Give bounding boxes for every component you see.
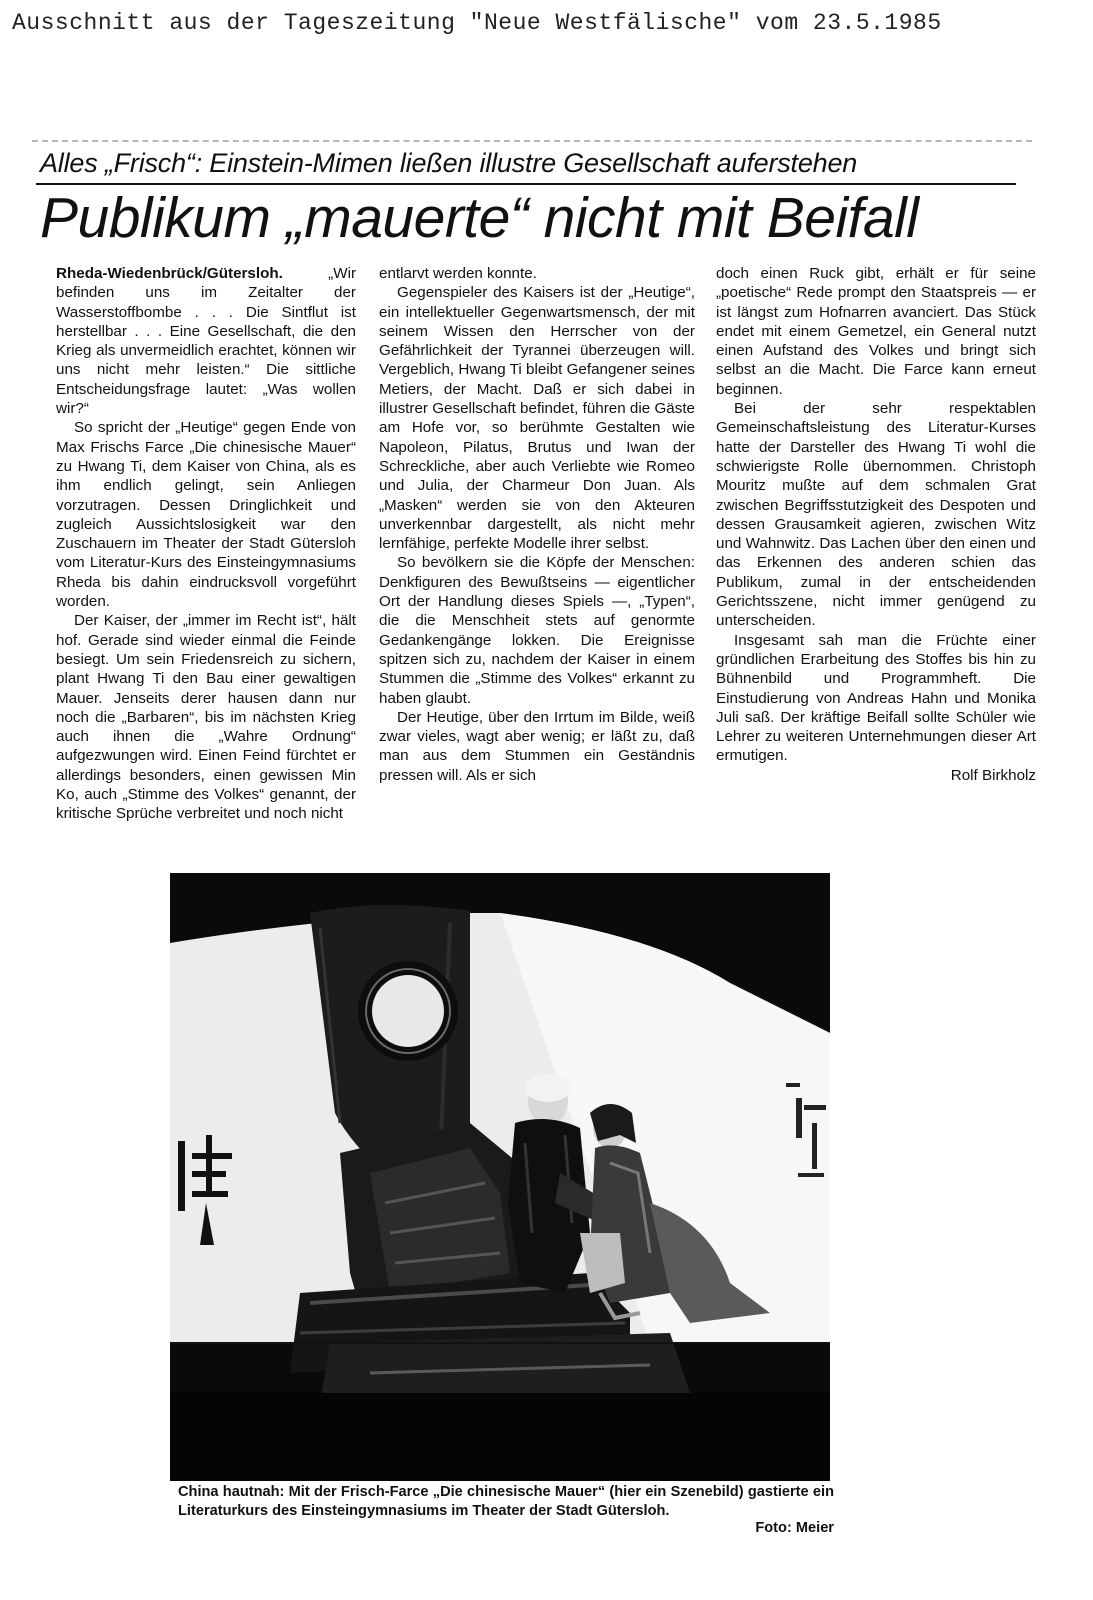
scene-photo [170,873,830,1481]
article-column-1 [56,264,356,824]
article-byline: Rolf Birkholz [950,766,1036,784]
article-kicker: Alles „Frisch“: Einstein-Mimen ließen illustre Gesellschaft auferstehen [40,148,858,178]
paragraph [56,264,356,418]
scan-artifact-line [32,140,1032,142]
article-headline: Publikum „mauerte“ nicht mit Beifall [40,186,919,250]
scene-photo-illustration [170,873,830,1481]
paragraph: Insgesamt sah man die Früchte einer gründlichen Erarbeitung des Stoffes bis hin zu Bühnenbild und Programmheft. Die Einstudierung von Andreas Hahn und Monika Juli saß. Der kräftige Beifall sollte Schüler wie Lehrer zu weiteren Unternehmungen dieser Art ermutigen. [716,631,1036,765]
paragraph: Bei der sehr respektablen Gemeinschaftsleistung des Literatur-Kurses hatte der Darsteller des Hwang Ti wohl die schwierigste Rolle übernommen. Christoph Mouritz mußte auf dem schmalen Grat zwischen Begriffsstutzigkeit des Despoten und dessen Grausamkeit agieren, zwischen Witz und Wahnwitz. Das Lachen über den einen und das Erkennen des anderen schien das Publikum, zumal in der entscheidenden Gerichtsszene, nicht immer genügend zu unterscheiden. [716,400,1036,630]
paragraph: entlarvt werden konnte. [379,265,537,282]
paragraph: Der Heutige, über den Irrtum im Bilde, weiß zwar vieles, wagt aber wenig; er läßt zu, daß man aus dem Stummen ein Geständnis pressen will. Als er sich [379,708,695,784]
paragraph-text: „Wir befinden uns im Zeitalter der Wasserstoffbombe . . . Die Sintflut ist herstellbar . . . Eine Gesellschaft, die den Krieg als unvermeidlich erachtet, können wir uns nicht mehr leisten.“ Die sittliche Entscheidungsfrage lautet: „Was wollen wir?“ [56,265,356,418]
paragraph: So bevölkern sie die Köpfe der Menschen: Denkfiguren des Bewußtseins — eigentlicher Ort der Handlung dieses Spiels —, „Typen“, die die Menschheit stets auf genormte Gedankengänge lokken. Die Ereignisse spitzen sich zu, nachdem der Kaiser in einem Stummen die „Stimme des Volkes“ erkannt zu haben glaubt. [379,554,695,707]
photo-caption: China hautnah: Mit der Frisch-Farce „Die chinesische Mauer“ (hier ein Szenebild) gastierte ein Literaturkurs des Einsteingymnasiums im Theater der Stadt Gütersloh. [178,1484,834,1519]
article-column-2 [379,264,695,785]
dateline: Rheda-Wiedenbrück/Gütersloh. [56,265,283,282]
clipping-source-note: Ausschnitt aus der Tageszeitung "Neue Westfälische" vom 23.5.1985 [12,10,942,36]
paragraph: So spricht der „Heutige“ gegen Ende von Max Frischs Farce „Die chinesische Mauer“ zu Hwang Ti, dem Kaiser von China, als es ihm endlich gelingt, sein Anliegen vorzutragen. Dessen Dringlichkeit und zugleich Aussichtslosigkeit war den Zuschauern im Theater der Stadt Gütersloh vom Literatur-Kurs des Einsteingymnasiums Rheda bis dahin eindrucksvoll vorgeführt worden. [56,419,356,611]
article-column-3 [716,264,1036,785]
paragraph: Der Kaiser, der „immer im Recht ist“, hält hof. Gerade sind wieder einmal die Feinde besiegt. Um sein Friedensreich zu sichern, plant Hwang Ti den Bau einer gewaltigen Mauer. Jenseits derer hausen dann nur noch die „Barbaren“, bis im nächsten Krieg auch ihnen die „Wahre Ordnung“ aufgezwungen wird. Einen Feind fürchtet er allerdings besonders, einen gewissen Min Ko, auch „Stimme des Volkes“ genannt, der kritische Sprüche verbreitet und noch nicht [56,612,356,823]
paragraph: Gegenspieler des Kaisers ist der „Heutige“, ein intellektueller Gegenwartsmensch, der mit seinem Wissen den Herrscher von der Gefährlichkeit der Tyrannei überzeugen will. Vergeblich, Hwang Ti bleibt Gefangener seines Metiers, der Macht. Daß er sich dabei in illustrer Gesellschaft befindet, führen die Gäste am Hofe vor, so berühmte Gestalten wie Napoleon, Pilatus, Brutus und Iwan der Schreckliche, aber auch Verliebte wie Romeo und Julia, der Charmeur Don Juan. Als „Masken“ werden sie von den Akteuren unverkennbar dargestellt, als nicht mehr lernfähige, perfekte Modelle ihrer selbst. [379,284,695,553]
paragraph: doch einen Ruck gibt, erhält er für seine „poetische“ Rede prompt den Staatspreis — er ist längst zum Hofnarren avanciert. Das Stück endet mit einem Gemetzel, ein General nutzt einen Aufstand des Volkes und bringt sich selbst an die Macht. Die Farce kann erneut beginnen. [716,265,1036,398]
photo-credit: Foto: Meier [755,1520,834,1536]
